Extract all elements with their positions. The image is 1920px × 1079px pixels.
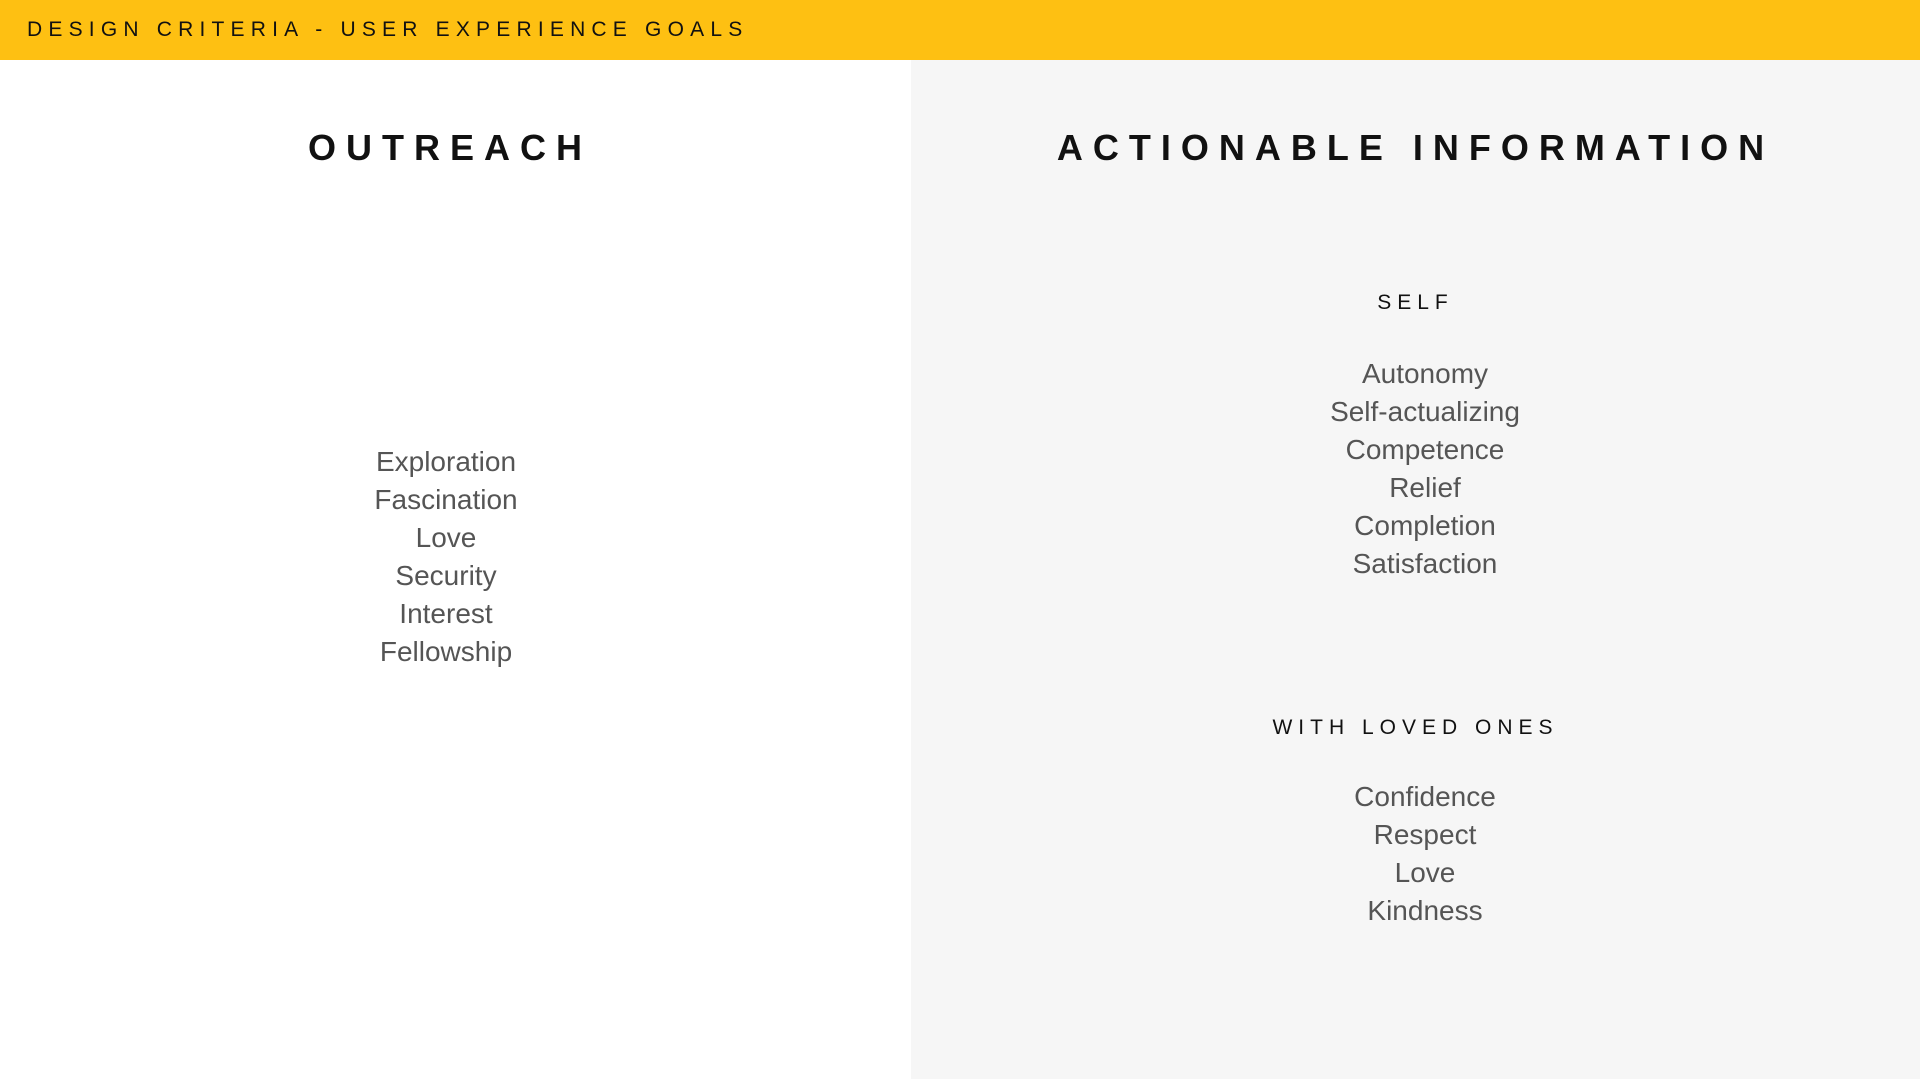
list-item: Fellowship: [379, 636, 513, 667]
with-loved-ones-heading: WITH LOVED ONES: [1272, 716, 1559, 739]
list-item: Self-actualizing: [1330, 396, 1520, 427]
list-item: Autonomy: [1361, 358, 1489, 389]
list-item: Respect: [1373, 819, 1477, 850]
list-item: Confidence: [1354, 781, 1496, 812]
list-item: Exploration: [375, 446, 517, 477]
self-list: [1275, 355, 1575, 583]
outreach-heading: OUTREACH: [308, 127, 592, 168]
list-item: Love: [1394, 857, 1456, 888]
header-bar: [0, 0, 1920, 60]
with-loved-ones-list: [1275, 778, 1575, 930]
list-item: Love: [415, 522, 477, 553]
page-title: DESIGN CRITERIA - USER EXPERIENCE GOALS: [27, 18, 749, 41]
list-item: Satisfaction: [1352, 548, 1498, 579]
list-item: Competence: [1345, 434, 1505, 465]
list-item: Interest: [399, 598, 493, 629]
list-item: Fascination: [374, 484, 518, 515]
list-item: Relief: [1389, 472, 1461, 503]
list-item: Kindness: [1367, 895, 1483, 926]
list-item: Completion: [1354, 510, 1496, 541]
list-item: Security: [395, 560, 497, 591]
outreach-list: [296, 443, 596, 671]
actionable-information-heading: ACTIONABLE INFORMATION: [1056, 127, 1775, 168]
self-heading: SELF: [1377, 291, 1454, 314]
